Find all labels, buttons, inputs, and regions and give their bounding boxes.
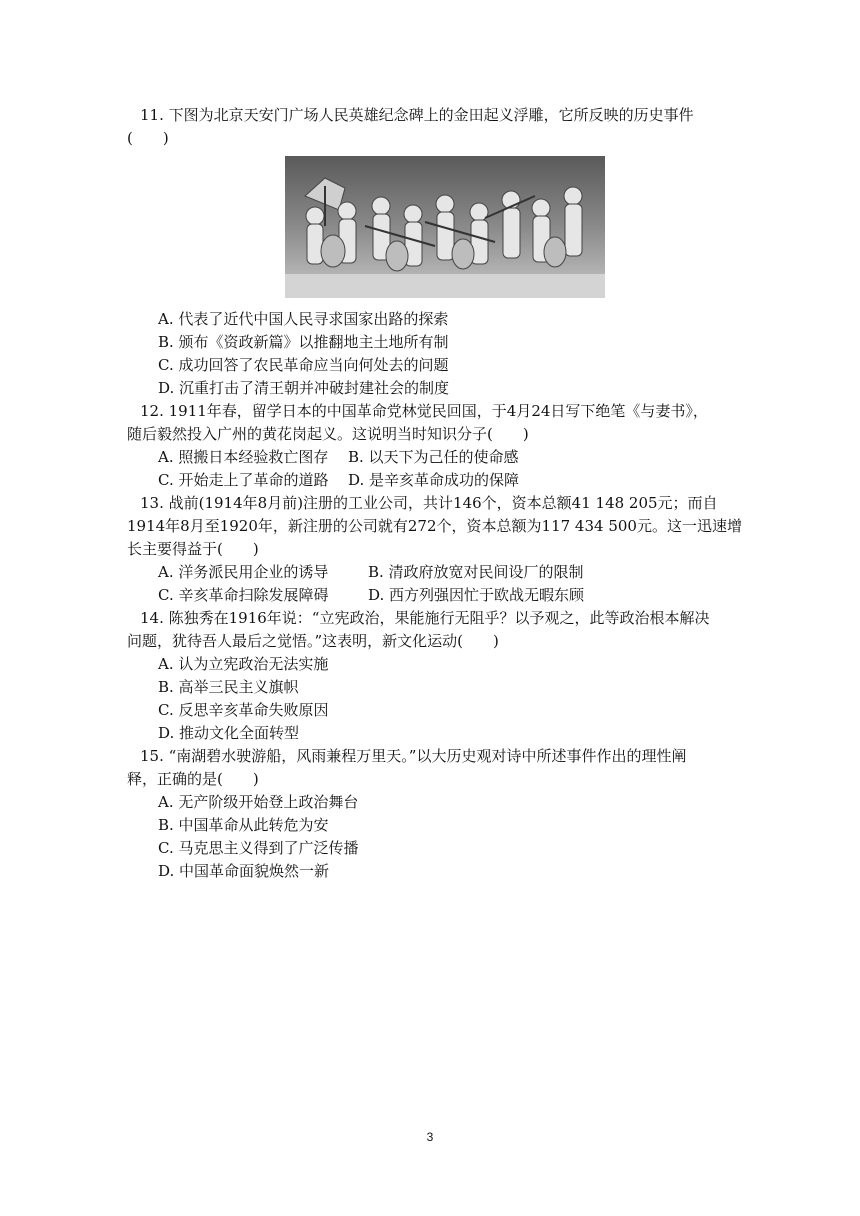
relief-sculpture-image bbox=[285, 156, 605, 298]
q11-option-b: B. 颁布《资政新篇》以推翻地主土地所有制 bbox=[158, 333, 449, 351]
q12-stem-line1: 12. 1911年春，留学日本的中国革命党林觉民回国，于4月24日写下绝笔《与妻书》， bbox=[140, 402, 708, 420]
q12-options-row1 bbox=[158, 446, 758, 468]
q13-option-c: C. 辛亥革命扫除发展障碍 bbox=[158, 586, 329, 604]
q13-stem-line2: 1914年8月至1920年，新注册的公司就有272个，资本总额为117 434 500元。这一迅速增 bbox=[127, 517, 742, 535]
q14-option-b: B. 高举三民主义旗帜 bbox=[158, 678, 299, 696]
q14-stem-line2: 问题，犹待吾人最后之觉悟。”这表明，新文化运动( ) bbox=[127, 632, 499, 650]
q12-option-a: A. 照搬日本经验救亡图存 bbox=[158, 448, 329, 466]
relief-sculpture-drawing bbox=[285, 156, 605, 298]
q14-stem-line1: 14. 陈独秀在1916年说：“立宪政治，果能施行无阻乎？以予观之，此等政治根本解决 bbox=[140, 609, 710, 627]
q13-option-a: A. 洋务派民用企业的诱导 bbox=[158, 563, 329, 581]
q11-option-c: C. 成功回答了农民革命应当向何处去的问题 bbox=[158, 356, 449, 374]
q11-stem-line2: ( ) bbox=[127, 129, 169, 147]
q14-option-d: D. 推动文化全面转型 bbox=[158, 724, 300, 742]
q14-option-a: A. 认为立宪政治无法实施 bbox=[158, 655, 329, 673]
page-number: 3 bbox=[426, 1130, 434, 1144]
q14-option-c: C. 反思辛亥革命失败原因 bbox=[158, 701, 329, 719]
q11-option-d: D. 沉重打击了清王朝并冲破封建社会的制度 bbox=[158, 379, 450, 397]
q13-stem-line1: 13. 战前(1914年8月前)注册的工业公司，共计146个，资本总额41 148 205元；而自 bbox=[140, 494, 718, 512]
q15-stem-line1: 15. “南湖碧水驶游船，风雨兼程万里天。”以大历史观对诗中所述事件作出的理性阐 bbox=[140, 747, 687, 765]
q12-option-d: D. 是辛亥革命成功的保障 bbox=[348, 471, 520, 489]
q13-option-b: B. 清政府放宽对民间设厂的限制 bbox=[368, 563, 584, 581]
q13-options-row2 bbox=[158, 584, 758, 606]
q12-option-b: B. 以天下为己任的使命感 bbox=[348, 448, 519, 466]
q12-option-c: C. 开始走上了革命的道路 bbox=[158, 471, 329, 489]
q13-stem-line3: 长主要得益于( ) bbox=[127, 540, 259, 558]
q12-stem-line2: 随后毅然投入广州的黄花岗起义。这说明当时知识分子( ) bbox=[127, 425, 529, 443]
q12-options-row2 bbox=[158, 469, 758, 491]
q13-options-row1 bbox=[158, 561, 758, 583]
q15-option-a: A. 无产阶级开始登上政治舞台 bbox=[158, 793, 359, 811]
q15-option-d: D. 中国革命面貌焕然一新 bbox=[158, 862, 330, 880]
q15-stem-line2: 释，正确的是( ) bbox=[127, 770, 259, 788]
q11-option-a: A. 代表了近代中国人民寻求国家出路的探索 bbox=[158, 310, 449, 328]
q15-option-b: B. 中国革命从此转危为安 bbox=[158, 816, 329, 834]
q15-option-c: C. 马克思主义得到了广泛传播 bbox=[158, 839, 359, 857]
q11-stem-line1: 11. 下图为北京天安门广场人民英雄纪念碑上的金田起义浮雕，它所反映的历史事件 bbox=[140, 106, 694, 124]
q13-option-d: D. 西方列强因忙于欧战无暇东顾 bbox=[368, 586, 585, 604]
